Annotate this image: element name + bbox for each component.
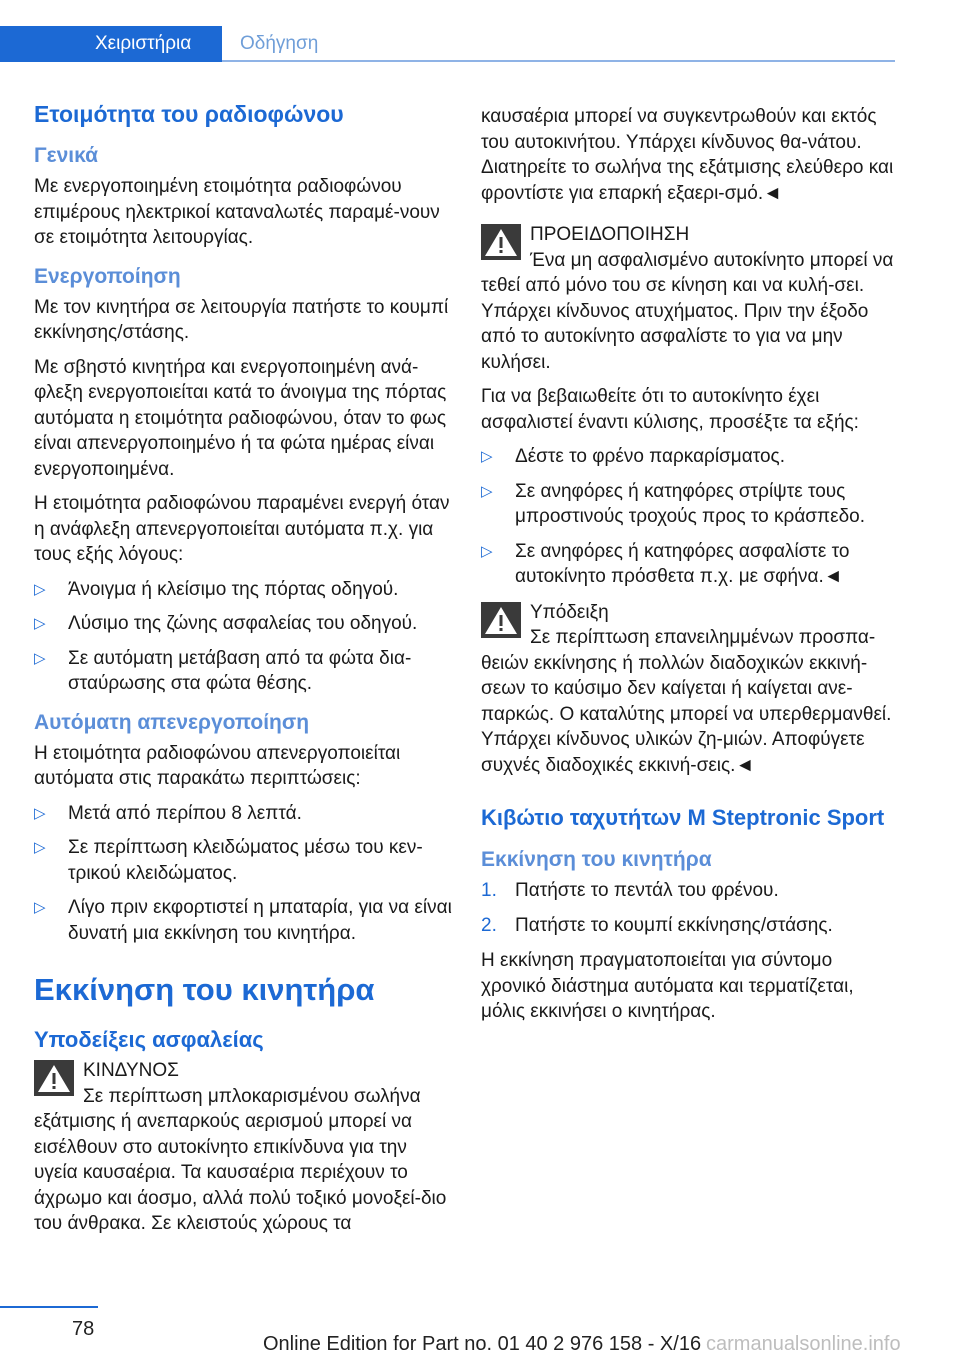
list-active-reasons — [34, 577, 452, 697]
list-item: ▷ Σε ανηφόρες ή κατηφόρες στρίψτε τους μπροστινούς τροχούς προς το κράσπεδο. — [481, 480, 866, 527]
right-column — [481, 104, 896, 1034]
triangle-bullet-icon: ▷ — [34, 839, 46, 856]
list-item: ▷ Σε περίπτωση κλειδώματος μέσω του κεν-τρικού κλειδώματος. — [34, 837, 423, 884]
paragraph-continuation: καυσαέρια μπορεί να συγκεντρωθούν και εκτός του αυτοκινήτου. Υπάρχει κίνδυνος θα-νάτου. Διατηρείτε το σωλήνα της εξάτμισης ελεύθερο και φροντίστε για επαρκή εξαερι-σμό.◄ — [481, 106, 894, 204]
header-divider — [222, 60, 895, 62]
list-item: ▷ Σε ανηφόρες ή κατηφόρες ασφαλίστε το αυτοκίνητο πρόσθετα π.χ. με σφήνα.◄ — [481, 540, 850, 587]
triangle-bullet-icon: ▷ — [34, 615, 46, 632]
top-navigation-bar — [0, 26, 895, 62]
heading-activation: Ενεργοποίηση — [34, 264, 181, 288]
triangle-bullet-icon: ▷ — [34, 804, 46, 822]
danger-text: Σε περίπτωση μπλοκαρισμένου σωλήνα εξάτμισης ή ανεπαρκούς αερισμού μπορεί να εισέλθουν στο αυτοκίνητο επικίνδυνα για την υγεία καυσαέρια. Τα καυσαέρια περιέχουν το άχρωμο και άοσμο, αλλά πολύ τοξικό μονοξεί-διο του άνθρακα. Σε κλειστούς χώρους τα — [34, 1085, 447, 1234]
paragraph-secure: Για να βεβαιωθείτε ότι το αυτοκίνητο έχει ασφαλιστεί έναντι κύλισης, προσέξτε τα εξής: — [481, 386, 859, 433]
list-item: ▷ Λίγο πριν εκφορτιστεί η μπαταρία, για να είναι δυνατή μια εκκίνηση του κινητήρα. — [34, 897, 452, 944]
list-item: ▷ Άνοιγμα ή κλείσιμο της πόρτας οδηγού. — [34, 577, 452, 603]
list-deactivation-cases — [34, 801, 452, 947]
heading-auto-deactivation: Αυτόματη απενεργοποίηση — [34, 710, 310, 734]
tab-controls[interactable]: Χειριστήρια — [0, 26, 222, 62]
list-item: ▷ Μετά από περίπου 8 λεπτά. — [34, 801, 452, 827]
danger-notice — [34, 1058, 452, 1237]
paragraph-final: Η εκκίνηση πραγματοποιείται για σύντομο χρονικό διάστημα αυτόματα και τερματίζεται, μόλις εκκινήσει ο κινητήρας. — [481, 950, 854, 1022]
list-secure-steps — [481, 444, 896, 590]
list-item: 2. Πατήστε το κουμπί εκκίνησης/στάσης. — [481, 914, 833, 936]
warning-label: ΠΡΟΕΙΔΟΠΟΙΗΣΗ — [530, 224, 690, 245]
edition-note: Online Edition for Part no. 01 40 2 976 158 - X/16 — [263, 1333, 702, 1355]
warning-triangle-icon — [481, 224, 521, 260]
heading-gearbox: Κιβώτιο ταχυτήτων M Steptronic Sport — [481, 805, 885, 830]
tab-driving[interactable]: Οδήγηση — [240, 33, 319, 54]
paragraph-activation-2: Με σβηστό κινητήρα και ενεργοποιημένη ανά-φλεξη ενεργοποιείται κατά το άνοιγμα της πόρτας αυτόματα η ετοιμότητα ραδιοφώνου, όταν το φως είναι απενεργοποιημένο ή τα φώτα ημέρας είναι ενεργοποιημένα. — [34, 356, 447, 480]
list-item: 1. Πατήστε το πεντάλ του φρένου. — [481, 880, 779, 901]
list-item: ▷ Λύσιμο της ζώνης ασφαλείας του οδηγού. — [34, 611, 452, 637]
triangle-bullet-icon: ▷ — [481, 542, 493, 560]
watermark: carmanualsonline.info — [706, 1333, 901, 1355]
heading-safety-notes: Υποδείξεις ασφαλείας — [34, 1027, 264, 1052]
triangle-bullet-icon: ▷ — [481, 448, 493, 465]
triangle-bullet-icon: ▷ — [34, 580, 46, 598]
paragraph-activation-1: Με τον κινητήρα σε λειτουργία πατήστε το κουμπί εκκίνησης/στάσης. — [34, 296, 449, 343]
paragraph-general: Με ενεργοποιημένη ετοιμότητα ραδιοφώνου επιμέρους ηλεκτρικοί καταναλωτές παραμέ-νουν σε ετοιμότητα λειτουργίας. — [34, 176, 440, 248]
heading-engine-start: Εκκίνηση του κινητήρα — [34, 972, 375, 1007]
paragraph-activation-3: Η ετοιμότητα ραδιοφώνου παραμένει ενεργή όταν η ανάφλεξη απενεργοποιείται αυτόματα π.χ. για τους εξής λόγους: — [34, 493, 450, 565]
heading-engine-start-gearbox: Εκκίνηση του κινητήρα — [481, 848, 712, 871]
heading-radio-readiness: Ετοιμότητα του ραδιοφώνου — [34, 101, 344, 127]
list-item: ▷ Σε αυτόματη μετάβαση από τα φώτα δια-σταύρωσης στα φώτα θέσης. — [34, 647, 412, 694]
left-column — [34, 100, 452, 1246]
note-notice — [481, 600, 896, 779]
triangle-bullet-icon: ▷ — [34, 649, 46, 667]
page-number: 78 — [72, 1318, 95, 1340]
caution-triangle-icon — [481, 602, 521, 638]
list-item: ▷ Δέστε το φρένο παρκαρίσματος. — [481, 444, 896, 470]
note-text: Σε περίπτωση επανειλημμένων προσπα-θειών εκκίνησης ή πολλών διαδοχικών εκκινή-σεων το καύσιμο δεν καίγεται ή καίγεται ανε-παρκώς. Ο καταλύτης μπορεί να υπερθερμανθεί. Υπάρχει κίνδυνος υλικών ζη-μιών. Αποφύγετε συχνές διαδοχικές εκκινή-σεις.◄ — [481, 627, 892, 776]
warning-triangle-icon — [34, 1060, 74, 1096]
danger-label: ΚΙΝΔΥΝΟΣ — [83, 1060, 179, 1081]
heading-general: Γενικά — [34, 144, 99, 167]
warning-notice — [481, 222, 896, 375]
paragraph-auto-deactivation: Η ετοιμότητα ραδιοφώνου απενεργοποιείται αυτόματα στις παρακάτω περιπτώσεις: — [34, 742, 401, 789]
list-start-steps — [481, 878, 896, 938]
triangle-bullet-icon: ▷ — [481, 482, 493, 500]
triangle-bullet-icon: ▷ — [34, 899, 46, 916]
footer-divider — [0, 1306, 98, 1308]
warning-text: Ένα μη ασφαλισμένο αυτοκίνητο μπορεί να τεθεί από μόνο του σε κίνηση και να κυλή-σει. Υπάρχει κίνδυνος ατυχήματος. Πριν την έξοδο από το αυτοκίνητο ασφαλίστε το για να μην κυλήσει. — [481, 249, 894, 373]
note-label: Υπόδειξη — [530, 601, 609, 623]
